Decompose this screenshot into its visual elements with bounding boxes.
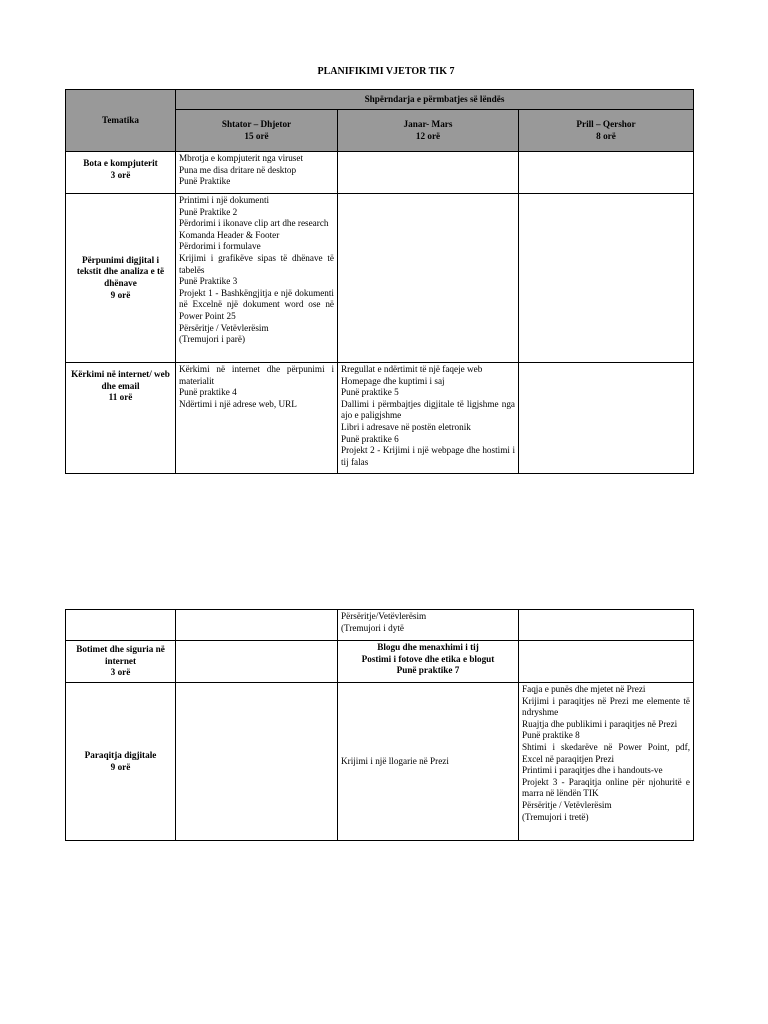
content-line: Ruajtja dhe publikimi i paraqitjes në Prezi — [522, 718, 678, 729]
document-title: PLANIFIKIMI VJETOR TIK 7 — [317, 66, 455, 77]
table-row — [66, 641, 694, 683]
plan-table-part-1 — [65, 89, 694, 474]
content-line: Komanda Header & Footer — [179, 229, 280, 240]
theme-hours: 9 orë — [110, 289, 131, 300]
content-line: Punë Praktike — [179, 176, 231, 187]
table-row — [66, 194, 694, 363]
period-3-cell — [519, 610, 694, 641]
content-line: Përsëritje/Vetëvlerësim — [341, 611, 427, 621]
period-1-name: Shtator – Dhjetor — [221, 118, 292, 129]
table-row — [66, 610, 694, 641]
content-line: Projekt 1 - Bashkëngjitja e një dokumenti në Excelnë një dokument word ose në Power Point 25 — [179, 287, 334, 321]
content-line: Punë Praktike 2 — [179, 206, 238, 217]
content-line: Printimi i paraqitjes dhe i handouts-ve — [522, 765, 663, 776]
period-1-cell — [176, 683, 338, 841]
theme-name: Bota e kompjuterit — [83, 158, 158, 168]
table-row — [66, 152, 694, 194]
theme-hours: 9 orë — [110, 761, 131, 772]
period-1-cell — [176, 610, 338, 641]
content-line: (Tremujori i parë) — [179, 334, 245, 345]
header-tematika: Tematika — [66, 90, 176, 152]
table-row — [66, 683, 694, 841]
content-line: Krijimi i paraqitjes në Prezi me elemente të ndryshme — [522, 695, 690, 718]
theme-cell — [66, 363, 176, 474]
period-2-name: Janar- Mars — [403, 118, 453, 129]
content-line: Rregullat e ndërtimit të një faqeje web — [341, 364, 483, 374]
content-line: Shtimi i skedarëve në Power Point, pdf, Excel në paraqitjen Prezi — [522, 741, 690, 764]
content-line: (Tremujori i dytë — [341, 622, 404, 633]
period-2-cell — [338, 152, 519, 194]
content-line: Projekt 2 - Krijimi i një webpage dhe hostimi i tij falas — [341, 445, 515, 467]
period-1-cell — [176, 194, 338, 363]
period-3-name: Prill – Qershor — [576, 118, 636, 129]
header-distribution: Shpërndarja e përmbatjes së lëndës — [176, 90, 694, 110]
header-period-1 — [176, 110, 338, 152]
table-row — [66, 363, 694, 474]
content-line: Printimi i një dokumenti — [179, 195, 270, 205]
content-line: Faqja e punës dhe mjetet në Prezi — [522, 684, 646, 694]
content-line: Punë praktike 5 — [341, 387, 399, 398]
theme-cell — [66, 152, 176, 194]
content-line: Punë praktike 6 — [341, 433, 399, 444]
content-line: Përsëritje / Vetëvlerësim — [522, 799, 612, 810]
theme-hours: 3 orë — [110, 667, 131, 678]
content-line: Mbrotja e kompjuterit nga viruset — [179, 153, 304, 163]
content-line: Projekt 3 - Paraqitja online për njohuritë e marra në lëndën TIK — [522, 776, 690, 799]
period-1-hours: 15 orë — [244, 130, 269, 141]
content-line: (Tremujori i tretë) — [522, 811, 589, 822]
header-period-3 — [519, 110, 694, 152]
theme-cell — [66, 610, 176, 641]
period-1-cell — [176, 641, 338, 683]
content-line: Ndërtimi i një adrese web, URL — [179, 398, 297, 409]
content-line: Punë praktike 4 — [179, 387, 237, 398]
theme-name: Kërkimi në internet/ web dhe email — [71, 369, 170, 391]
content-line: Përdorimi i ikonave clip art dhe research — [179, 218, 329, 229]
content-line: Dallimi i përmbajtjes digjitale të ligjshme nga ajo e paligjshme — [341, 398, 515, 421]
theme-name: Paraqitja digjitale — [84, 749, 157, 760]
content-line: Krijimi i grafikëve sipas të dhënave të tabelës — [179, 252, 334, 275]
header-period-2 — [338, 110, 519, 152]
period-3-cell — [519, 683, 694, 841]
theme-name: Botimet dhe siguria në internet — [76, 644, 165, 666]
content-line: Puna me disa dritare në desktop — [179, 164, 297, 175]
period-2-cell — [338, 610, 519, 641]
theme-cell — [66, 683, 176, 841]
period-2-cell — [338, 363, 519, 474]
content-line: Përsëritje / Vetëvlerësim — [179, 322, 269, 333]
content-line: Punë Praktike 3 — [179, 276, 238, 287]
period-3-cell — [519, 363, 694, 474]
period-3-hours: 8 orë — [596, 130, 616, 141]
content-line: Kërkimi në internet dhe përpunimi i materialit — [179, 364, 334, 386]
period-2-cell — [338, 641, 519, 683]
content-line: Homepage dhe kuptimi i saj — [341, 375, 445, 386]
period-3-cell — [519, 641, 694, 683]
content-line: Krijimi i një llogarie në Prezi — [341, 755, 449, 766]
theme-cell — [66, 641, 176, 683]
content-line: Libri i adresave në postën eletronik — [341, 421, 471, 432]
period-3-cell — [519, 152, 694, 194]
theme-name: Përpunimi digjital i tekstit dhe analiza e të dhënave — [76, 254, 165, 288]
theme-hours: 11 orë — [108, 392, 133, 403]
period-2-cell — [338, 194, 519, 363]
period-3-cell — [519, 194, 694, 363]
theme-hours: 3 orë — [110, 169, 131, 180]
content-line: Postimi i fotove dhe etika e blogut — [361, 653, 495, 664]
content-line: Blogu dhe menaxhimi i tij — [377, 642, 479, 652]
content-line: Punë praktike 7 — [396, 665, 460, 676]
theme-cell — [66, 194, 176, 363]
content-line: Punë praktike 8 — [522, 730, 580, 741]
period-2-hours: 12 orë — [415, 130, 441, 141]
content-line: Përdorimi i formulave — [179, 241, 261, 252]
period-1-cell — [176, 363, 338, 474]
period-2-cell — [338, 683, 519, 841]
plan-table-part-2 — [65, 609, 694, 841]
period-1-cell — [176, 152, 338, 194]
